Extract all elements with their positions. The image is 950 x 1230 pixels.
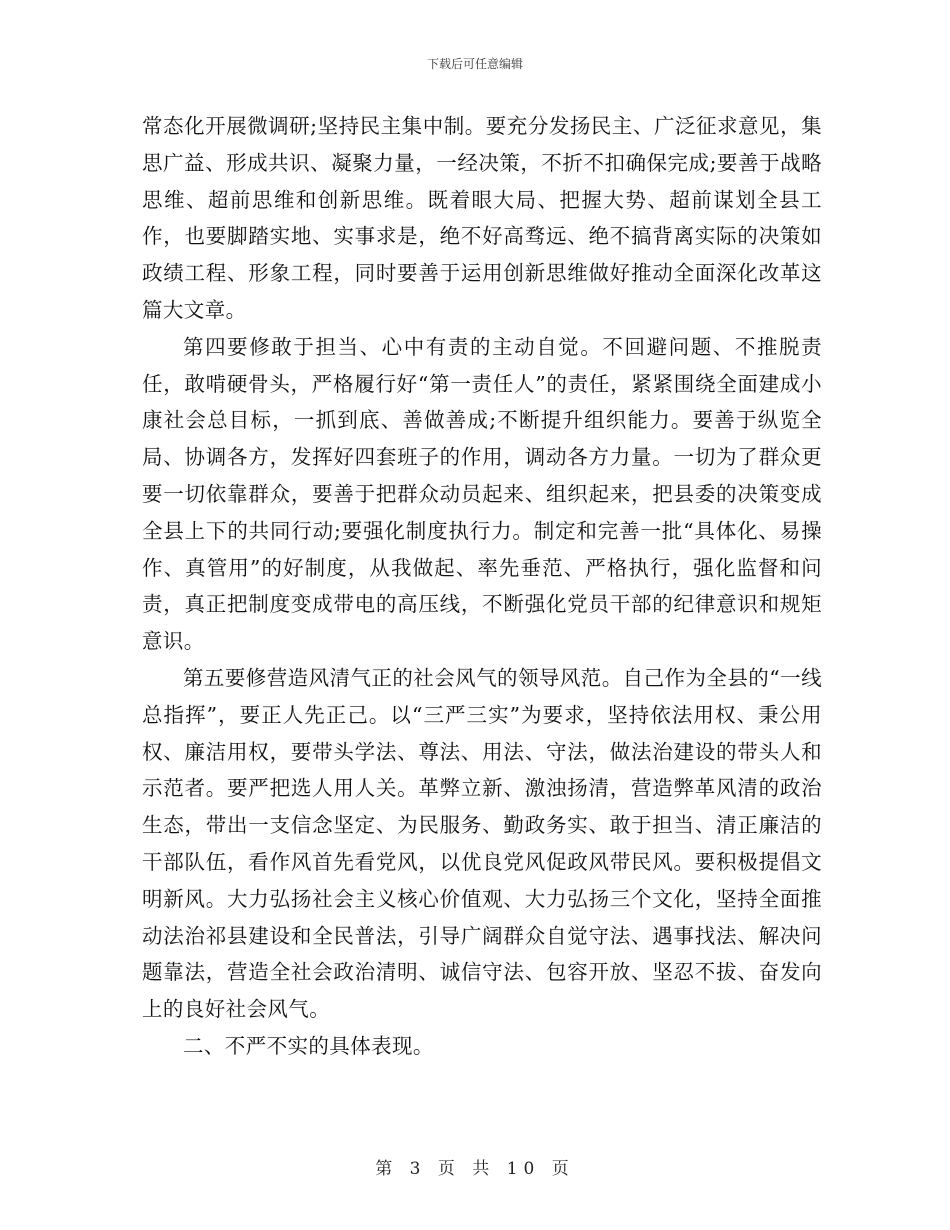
document-body [142, 108, 822, 1065]
page-header: 下载后可任意编辑 [426, 57, 523, 71]
page-number: 第 3 页 共 10 页 [375, 1159, 575, 1179]
paragraph-fourth-requirement: 第四要修敢于担当、心中有责的主动自觉。不回避问题、不推脱责任，敢啃硬骨头，严格履行好“第一责任人”的责任，紧紧围绕全面建成小康社会总目标，一抓到底、善做善成;不断提升组织能力。要善于纵览全局、协调各方，发挥好四套班子的作用，调动各方力量。一切为了群众更要一切依靠群众，要善于把群众动员起来、组织起来，把县委的决策变成全县上下的共同行动;要强化制度执行力。制定和完善一批“具体化、易操作、真管用”的好制度，从我做起、率先垂范、严格执行，强化监督和问责，真正把制度变成带电的高压线，不断强化党员干部的纪律意识和规矩意识。 [142, 334, 822, 654]
paragraph-fifth-requirement: 第五要修营造风清气正的社会风气的领导风范。自己作为全县的“一线总指挥”，要正人先正己。以“三严三实”为要求，坚持依法用权、秉公用权、廉洁用权，要带头学法、尊法、用法、守法，做法治建设的带头人和示范者。要严把选人用人关。革弊立新、激浊扬清，营造弊革风清的政治生态，带出一支信念坚定、为民服务、勤政务实、敢于担当、清正廉洁的干部队伍，看作风首先看党风，以优良党风促政风带民风。要积极提倡文明新风。大力弘扬社会主义核心价值观、大力弘扬三个文化，坚持全面推动法治祁县建设和全民普法，引导广阔群众自觉守法、遇事找法、解决问题靠法，营造全社会政治清明、诚信守法、包容开放、坚忍不拔、奋发向上的良好社会风气。 [142, 665, 822, 1022]
paragraph-continued: 常态化开展微调研;坚持民主集中制。要充分发扬民主、广泛征求意见，集思广益、形成共识、凝聚力量，一经决策，不折不扣确保完成;要善于战略思维、超前思维和创新思维。既着眼大局、把握大势、超前谋划全县工作，也要脚踏实地、实事求是，绝不好高骛远、绝不搞背离实际的决策如政绩工程、形象工程，同时要善于运用创新思维做好推动全面深化改革这篇大文章。 [142, 114, 822, 322]
section-heading: 二、不严不实的具体表现。 [183, 1033, 434, 1058]
